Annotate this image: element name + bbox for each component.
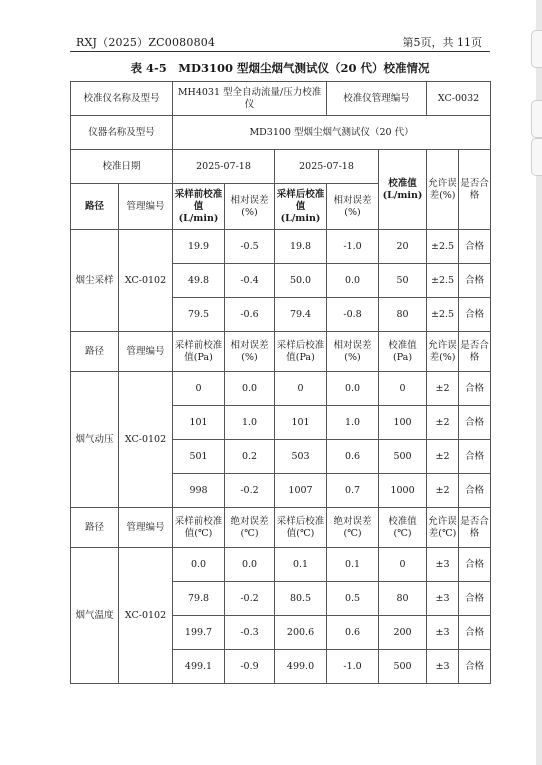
data-cell: 50.0 [275, 264, 327, 298]
section-header-cell: 管理编号 [119, 184, 173, 230]
std-value: MH4031 型全自动流量/压力校准仪 [173, 82, 327, 116]
data-cell: 合格 [459, 474, 491, 508]
data-cell: 50 [379, 264, 427, 298]
data-cell: 199.7 [173, 616, 225, 650]
data-cell: 100 [379, 406, 427, 440]
management-code-cell: XC-0102 [119, 230, 173, 332]
management-code-cell: XC-0102 [119, 548, 173, 684]
data-cell: 503 [275, 440, 327, 474]
data-cell: 0.0 [327, 372, 379, 406]
mgmt-label: 校准仪管理编号 [327, 82, 427, 116]
data-cell: 合格 [459, 230, 491, 264]
path-cell: 烟气温度 [71, 548, 119, 684]
data-cell: 0 [379, 372, 427, 406]
section-header-cell: 校准值(L/min) [379, 150, 427, 230]
section-header-cell: 是否合格 [459, 332, 491, 372]
data-cell: -0.9 [225, 650, 275, 684]
section-header-row [71, 508, 491, 548]
data-cell: 500 [379, 650, 427, 684]
data-cell: ±2 [427, 372, 459, 406]
data-cell: 1007 [275, 474, 327, 508]
data-cell: ±3 [427, 548, 459, 582]
data-cell: 80.5 [275, 582, 327, 616]
std-label: 校准仪名称及型号 [71, 82, 173, 116]
data-cell: -1.0 [327, 650, 379, 684]
section-header-cell: 路径 [71, 184, 119, 230]
path-cell: 烟气动压 [71, 372, 119, 508]
date-after: 2025-07-18 [275, 150, 379, 184]
data-cell: 0 [173, 372, 225, 406]
section-header-cell: 采样前校准值(L/min) [173, 184, 225, 230]
data-cell: 499.0 [275, 650, 327, 684]
section-header-cell: 管理编号 [119, 332, 173, 372]
side-tab [531, 30, 542, 68]
section-header-cell: 采样前校准值(Pa) [173, 332, 225, 372]
data-cell: ±2.5 [427, 230, 459, 264]
section-header-cell: 路径 [71, 508, 119, 548]
data-cell: ±2 [427, 406, 459, 440]
mgmt-value: XC-0032 [427, 82, 491, 116]
table-row [71, 230, 491, 264]
data-cell: -0.2 [225, 582, 275, 616]
data-cell: 合格 [459, 406, 491, 440]
header-divider [70, 51, 490, 52]
data-cell: 合格 [459, 440, 491, 474]
section-header-cell: 校准值(℃) [379, 508, 427, 548]
section-header-cell: 采样后校准值(Pa) [275, 332, 327, 372]
data-cell: 0.6 [327, 616, 379, 650]
data-cell: -1.0 [327, 230, 379, 264]
side-tab [531, 138, 542, 176]
calibration-table [70, 81, 491, 684]
section-header-cell: 路径 [71, 332, 119, 372]
data-cell: 合格 [459, 582, 491, 616]
section-header-cell: 相对误差(%) [225, 184, 275, 230]
data-cell: 0.0 [327, 264, 379, 298]
data-cell: 200 [379, 616, 427, 650]
data-cell: 19.8 [275, 230, 327, 264]
data-cell: -0.5 [225, 230, 275, 264]
table-title: 表 4-5 MD3100 型烟尘烟气测试仪（20 代）校准情况 [130, 61, 430, 75]
section-header-cell: 允许误差(%) [427, 332, 459, 372]
section-header-cell: 采样后校准值(℃) [275, 508, 327, 548]
data-cell: 998 [173, 474, 225, 508]
doc-number: RXJ（2025）ZC0080804 [76, 36, 216, 49]
page-header [76, 36, 482, 50]
data-cell: ±2.5 [427, 264, 459, 298]
inst-value: MD3100 型烟尘烟气测试仪（20 代） [173, 116, 491, 150]
section-header-cell: 相对误差(%) [327, 332, 379, 372]
data-cell: 80 [379, 582, 427, 616]
section-header-cell: 允许误差(℃) [427, 508, 459, 548]
data-cell: 合格 [459, 548, 491, 582]
data-cell: 501 [173, 440, 225, 474]
section-header-row [71, 332, 491, 372]
data-cell: 合格 [459, 372, 491, 406]
data-cell: 79.8 [173, 582, 225, 616]
table-body [71, 82, 491, 684]
page-number: 第5页，共 11页 [402, 36, 482, 49]
data-cell: 合格 [459, 650, 491, 684]
data-cell: ±3 [427, 582, 459, 616]
section-header-cell: 采样后校准值(L/min) [275, 184, 327, 230]
data-cell: 79.4 [275, 298, 327, 332]
data-cell: 200.6 [275, 616, 327, 650]
data-cell: 0.1 [275, 548, 327, 582]
data-cell: ±2.5 [427, 298, 459, 332]
data-cell: 80 [379, 298, 427, 332]
section-header-cell: 相对误差(%) [225, 332, 275, 372]
data-cell: 0.5 [327, 582, 379, 616]
data-cell: 1.0 [327, 406, 379, 440]
data-cell: 49.8 [173, 264, 225, 298]
data-cell: 合格 [459, 264, 491, 298]
data-cell: ±3 [427, 650, 459, 684]
data-cell: 20 [379, 230, 427, 264]
management-code-cell: XC-0102 [119, 372, 173, 508]
data-cell: 101 [275, 406, 327, 440]
path-cell: 烟尘采样 [71, 230, 119, 332]
section-header-cell: 校准值(Pa) [379, 332, 427, 372]
data-cell: 0.6 [327, 440, 379, 474]
table-row [71, 372, 491, 406]
date-label: 校准日期 [71, 150, 173, 184]
side-tab [531, 100, 542, 138]
table-row [71, 548, 491, 582]
section-header-cell: 允许误差(%) [427, 150, 459, 230]
data-cell: 0.0 [173, 548, 225, 582]
data-cell: 0.0 [225, 548, 275, 582]
data-cell: -0.8 [327, 298, 379, 332]
data-cell: 1000 [379, 474, 427, 508]
section-header-cell: 绝对误差(℃) [327, 508, 379, 548]
data-cell: 合格 [459, 298, 491, 332]
section-header-cell: 相对误差(%) [327, 184, 379, 230]
data-cell: ±2 [427, 474, 459, 508]
section-header-cell: 是否合格 [459, 508, 491, 548]
data-cell: 0.7 [327, 474, 379, 508]
data-cell: -0.2 [225, 474, 275, 508]
section-header-cell: 是否合格 [459, 150, 491, 230]
data-cell: 1.0 [225, 406, 275, 440]
date-before: 2025-07-18 [173, 150, 275, 184]
data-cell: 0 [379, 548, 427, 582]
data-cell: 19.9 [173, 230, 225, 264]
data-cell: 79.5 [173, 298, 225, 332]
data-cell: 101 [173, 406, 225, 440]
data-cell: -0.4 [225, 264, 275, 298]
data-cell: ±2 [427, 440, 459, 474]
data-cell: -0.3 [225, 616, 275, 650]
section-header-cell: 绝对误差(℃) [225, 508, 275, 548]
section-header-cell: 采样前校准值(℃) [173, 508, 225, 548]
data-cell: 0 [275, 372, 327, 406]
data-cell: 0.0 [225, 372, 275, 406]
inst-label: 仪器名称及型号 [71, 116, 173, 150]
data-cell: ±3 [427, 616, 459, 650]
data-cell: 0.1 [327, 548, 379, 582]
data-cell: 500 [379, 440, 427, 474]
data-cell: -0.6 [225, 298, 275, 332]
data-cell: 499.1 [173, 650, 225, 684]
section-header-cell: 管理编号 [119, 508, 173, 548]
data-cell: 0.2 [225, 440, 275, 474]
data-cell: 合格 [459, 616, 491, 650]
